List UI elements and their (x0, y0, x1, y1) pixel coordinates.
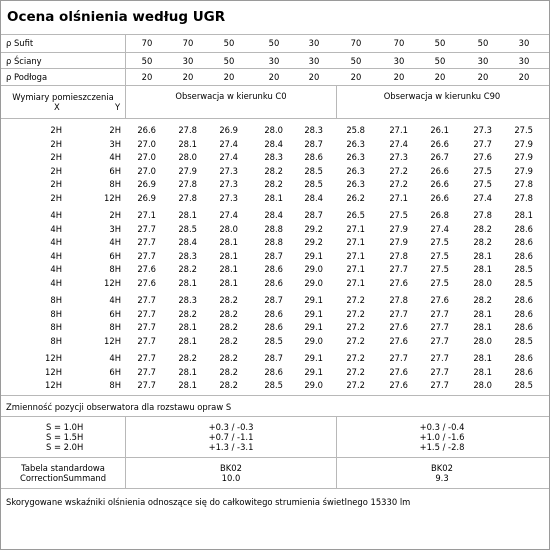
ugr-value: 28.5 (514, 380, 533, 390)
room-dimension-x: 4H (50, 277, 62, 288)
reflectance-value: 50 (477, 38, 489, 48)
ugr-value: 27.9 (514, 152, 533, 162)
c90-variation-value: +1.5 / -2.8 (419, 442, 465, 452)
room-dimension-y: 12H (104, 335, 121, 346)
ugr-value: 28.5 (514, 335, 533, 346)
ugr-value: 27.6 (430, 295, 449, 305)
column-divider (125, 416, 126, 488)
room-dimension-y: 3H (109, 223, 121, 234)
ugr-value: 27.3 (219, 192, 238, 203)
ugr-value: 28.6 (514, 223, 533, 234)
variation-title: Zmienność pozycji obserwatora dla rozstawu opraw S (6, 402, 232, 412)
rule (1, 34, 549, 35)
room-dimension-x: 4H (50, 264, 62, 274)
ugr-value: 26.6 (430, 138, 449, 149)
ugr-value: 27.4 (389, 138, 408, 149)
ugr-value: 27.8 (389, 295, 408, 305)
c0-variation-value: +0.7 / -1.1 (208, 432, 254, 442)
room-dimension-y: 8H (109, 179, 121, 189)
reflectance-value: 50 (141, 56, 153, 66)
room-dimension-x: 4H (50, 223, 62, 234)
ugr-value: 27.6 (389, 380, 408, 390)
ugr-value: 27.9 (389, 237, 408, 247)
reflectance-value: 70 (350, 38, 362, 48)
ugr-value: 26.3 (346, 179, 365, 189)
ugr-value: 27.1 (346, 250, 365, 261)
ugr-value: 27.2 (389, 165, 408, 176)
ugr-value: 27.7 (430, 380, 449, 390)
ugr-value: 25.8 (346, 125, 365, 135)
ugr-value: 28.2 (219, 366, 238, 377)
reflectance-value: 20 (223, 72, 235, 82)
ugr-value: 27.6 (389, 322, 408, 332)
ugr-value: 28.2 (219, 380, 238, 390)
ugr-value: 28.1 (473, 264, 492, 274)
reflectance-label: ρ Sufit (6, 38, 34, 48)
ugr-value: 27.8 (389, 250, 408, 261)
ugr-value: 27.9 (514, 138, 533, 149)
room-dimension-y: 4H (109, 152, 121, 162)
ugr-value: 29.0 (304, 380, 323, 390)
room-dimension-x: 2H (50, 152, 62, 162)
ugr-value: 28.6 (514, 295, 533, 305)
ugr-value: 29.1 (304, 353, 323, 363)
ugr-value: 28.8 (264, 237, 283, 247)
room-dimension-x: 4H (50, 237, 62, 247)
ugr-value: 28.4 (178, 237, 197, 247)
ugr-value: 27.6 (137, 277, 156, 288)
ugr-value: 27.5 (514, 125, 533, 135)
ugr-value: 28.6 (514, 308, 533, 319)
ugr-value: 28.2 (264, 179, 283, 189)
ugr-value: 27.2 (346, 322, 365, 332)
ugr-value: 27.7 (137, 250, 156, 261)
room-dimension-y: 2H (109, 125, 121, 135)
ugr-value: 27.1 (389, 125, 408, 135)
ugr-value: 29.1 (304, 366, 323, 377)
ugr-value: 28.5 (304, 165, 323, 176)
room-dimension-y: 6H (109, 366, 121, 377)
ugr-value: 28.1 (178, 366, 197, 377)
ugr-value: 27.6 (389, 335, 408, 346)
ugr-value: 27.6 (389, 366, 408, 377)
rule (1, 68, 549, 69)
reflectance-label: ρ Podłoga (6, 72, 48, 82)
rule (1, 85, 549, 86)
ugr-value: 28.2 (473, 223, 492, 234)
ugr-value: 28.6 (264, 277, 283, 288)
ugr-value: 27.4 (219, 210, 238, 220)
column-divider (125, 34, 126, 118)
column-divider (336, 85, 337, 118)
ugr-value: 27.7 (389, 353, 408, 363)
ugr-value: 28.6 (514, 366, 533, 377)
ugr-value: 28.8 (264, 223, 283, 234)
ugr-value: 27.1 (137, 210, 156, 220)
ugr-value: 29.0 (304, 277, 323, 288)
ugr-value: 28.5 (178, 223, 197, 234)
ugr-value: 27.9 (178, 165, 197, 176)
dimensions-x-label: X (54, 102, 60, 112)
ugr-value: 28.1 (178, 335, 197, 346)
ugr-value: 27.4 (219, 138, 238, 149)
ugr-value: 28.3 (264, 152, 283, 162)
room-dimension-y: 12H (104, 277, 121, 288)
ugr-value: 27.7 (430, 322, 449, 332)
ugr-value: 27.2 (346, 308, 365, 319)
spacing-label: S = 1.0H (46, 422, 84, 432)
ugr-value: 26.9 (137, 192, 156, 203)
rule (1, 457, 549, 458)
ugr-value: 27.7 (389, 264, 408, 274)
room-dimension-x: 2H (50, 192, 62, 203)
room-dimension-y: 6H (109, 250, 121, 261)
ugr-value: 26.5 (346, 210, 365, 220)
dimensions-title: Wymiary pomieszczenia (12, 92, 114, 102)
reflectance-value: 70 (393, 38, 405, 48)
ugr-value: 28.3 (178, 295, 197, 305)
reflectance-value: 50 (223, 38, 235, 48)
ugr-value: 28.7 (264, 295, 283, 305)
ugr-value: 28.6 (264, 322, 283, 332)
room-dimension-y: 4H (109, 353, 121, 363)
ugr-value: 27.3 (389, 152, 408, 162)
footer-note: Skorygowane wskaźniki olśnienia odnoszące się do całkowitego strumienia świetlnego 15330 lm (6, 497, 411, 507)
reflectance-value: 50 (268, 38, 280, 48)
room-dimension-x: 2H (50, 138, 62, 149)
ugr-value: 28.1 (178, 277, 197, 288)
ugr-value: 28.6 (304, 152, 323, 162)
ugr-value: 27.7 (137, 223, 156, 234)
ugr-value: 26.9 (137, 179, 156, 189)
ugr-value: 28.7 (264, 250, 283, 261)
correction-summand-label: CorrectionSummand (19, 473, 107, 483)
ugr-value: 28.1 (473, 250, 492, 261)
ugr-value: 27.3 (219, 179, 238, 189)
room-dimension-x: 2H (50, 165, 62, 176)
room-dimension-y: 8H (109, 380, 121, 390)
room-dimension-y: 3H (109, 138, 121, 149)
ugr-value: 27.5 (389, 210, 408, 220)
ugr-value: 27.7 (137, 353, 156, 363)
reflectance-value: 30 (308, 38, 320, 48)
room-dimension-x: 12H (45, 380, 62, 390)
reflectance-value: 30 (477, 56, 489, 66)
room-dimension-x: 8H (50, 295, 62, 305)
observation-c90-header: Obserwacja w kierunku C90 (383, 91, 501, 101)
reflectance-value: 30 (182, 56, 194, 66)
ugr-value: 27.2 (346, 380, 365, 390)
ugr-value: 28.7 (304, 138, 323, 149)
ugr-value: 27.7 (137, 380, 156, 390)
ugr-value: 28.1 (473, 308, 492, 319)
ugr-value: 28.1 (178, 138, 197, 149)
c90-variation-value: +0.3 / -0.4 (419, 422, 465, 432)
ugr-value: 28.0 (219, 223, 238, 234)
ugr-value: 27.2 (389, 179, 408, 189)
ugr-value: 27.7 (430, 366, 449, 377)
ugr-value: 27.7 (473, 138, 492, 149)
reflectance-value: 20 (518, 72, 530, 82)
c90-correction-summand: 9.3 (435, 473, 449, 483)
ugr-value: 28.7 (264, 353, 283, 363)
ugr-value: 27.5 (430, 237, 449, 247)
ugr-value: 27.2 (346, 353, 365, 363)
ugr-value: 28.1 (178, 380, 197, 390)
c0-variation-value: +1.3 / -3.1 (208, 442, 254, 452)
ugr-value: 28.2 (219, 308, 238, 319)
reflectance-value: 20 (141, 72, 153, 82)
page-title: Ocena olśnienia według UGR (7, 9, 226, 25)
ugr-value: 28.3 (178, 250, 197, 261)
ugr-value: 28.3 (304, 125, 323, 135)
ugr-value: 27.2 (346, 335, 365, 346)
room-dimension-y: 12H (104, 192, 121, 203)
ugr-value: 26.9 (219, 125, 238, 135)
c90-variation-value: +1.0 / -1.6 (419, 432, 465, 442)
ugr-value: 27.3 (473, 125, 492, 135)
ugr-value: 27.7 (389, 308, 408, 319)
c0-correction-summand: 10.0 (221, 473, 241, 483)
reflectance-value: 70 (182, 38, 194, 48)
ugr-value: 27.7 (430, 335, 449, 346)
reflectance-value: 20 (434, 72, 446, 82)
ugr-value: 28.4 (304, 192, 323, 203)
ugr-value: 28.0 (264, 125, 283, 135)
rule (1, 488, 549, 489)
ugr-value: 28.5 (514, 277, 533, 288)
ugr-value: 28.1 (219, 264, 238, 274)
room-dimension-y: 4H (109, 237, 121, 247)
reflectance-value: 30 (268, 56, 280, 66)
ugr-value: 29.1 (304, 322, 323, 332)
ugr-value: 26.3 (346, 138, 365, 149)
ugr-value: 26.6 (430, 179, 449, 189)
ugr-value: 26.6 (137, 125, 156, 135)
ugr-value: 27.5 (430, 277, 449, 288)
reflectance-value: 30 (308, 56, 320, 66)
ugr-value: 27.7 (430, 353, 449, 363)
room-dimension-x: 8H (50, 335, 62, 346)
ugr-value: 28.6 (514, 250, 533, 261)
ugr-value: 26.6 (430, 192, 449, 203)
rule (1, 118, 549, 119)
reflectance-value: 20 (393, 72, 405, 82)
rule (1, 416, 549, 417)
ugr-value: 28.1 (473, 322, 492, 332)
reflectance-value: 20 (182, 72, 194, 82)
ugr-value: 26.8 (430, 210, 449, 220)
ugr-value: 27.4 (430, 223, 449, 234)
ugr-value: 27.6 (473, 152, 492, 162)
ugr-value: 28.4 (264, 138, 283, 149)
spacing-label: S = 1.5H (46, 432, 84, 442)
ugr-value: 26.6 (430, 165, 449, 176)
observation-c0-header: Obserwacja w kierunku C0 (175, 91, 287, 101)
ugr-value: 27.7 (137, 308, 156, 319)
ugr-value: 27.3 (219, 165, 238, 176)
ugr-value: 28.1 (473, 366, 492, 377)
reflectance-value: 50 (350, 56, 362, 66)
ugr-value: 27.7 (137, 366, 156, 377)
room-dimension-x: 8H (50, 308, 62, 319)
ugr-value: 28.0 (178, 152, 197, 162)
dimensions-y-label: Y (115, 102, 121, 112)
ugr-value: 29.0 (304, 264, 323, 274)
room-dimension-y: 6H (109, 165, 121, 176)
ugr-value: 29.0 (304, 335, 323, 346)
ugr-value: 27.0 (137, 138, 156, 149)
reflectance-value: 50 (223, 56, 235, 66)
reflectance-value: 50 (434, 56, 446, 66)
ugr-value: 28.2 (219, 295, 238, 305)
ugr-value: 28.5 (264, 335, 283, 346)
ugr-value: 27.0 (137, 152, 156, 162)
ugr-value: 27.9 (514, 165, 533, 176)
ugr-value: 26.3 (346, 152, 365, 162)
ugr-value: 27.8 (514, 192, 533, 203)
ugr-value: 28.0 (473, 277, 492, 288)
ugr-value: 27.8 (473, 210, 492, 220)
c90-standard-table: BK02 (431, 463, 453, 473)
ugr-value: 28.1 (473, 353, 492, 363)
ugr-value: 26.3 (346, 165, 365, 176)
standard-table-label: Tabela standardowa (21, 463, 105, 473)
c0-standard-table: BK02 (220, 463, 242, 473)
reflectance-label: ρ Ściany (6, 56, 42, 66)
ugr-value: 27.6 (389, 277, 408, 288)
ugr-value: 29.2 (304, 223, 323, 234)
ugr-value: 27.5 (430, 250, 449, 261)
room-dimension-y: 2H (109, 210, 121, 220)
ugr-value: 28.2 (219, 353, 238, 363)
ugr-value: 28.2 (178, 264, 197, 274)
reflectance-value: 20 (477, 72, 489, 82)
room-dimension-x: 2H (50, 125, 62, 135)
ugr-value: 28.0 (473, 380, 492, 390)
ugr-value: 28.6 (514, 237, 533, 247)
ugr-value: 27.8 (178, 192, 197, 203)
ugr-value: 27.5 (430, 264, 449, 274)
ugr-value: 28.6 (514, 353, 533, 363)
reflectance-value: 50 (434, 38, 446, 48)
ugr-value: 28.5 (264, 380, 283, 390)
reflectance-value: 70 (141, 38, 153, 48)
ugr-value: 28.7 (304, 210, 323, 220)
ugr-value: 27.1 (346, 223, 365, 234)
room-dimension-x: 12H (45, 366, 62, 377)
ugr-value: 27.9 (389, 223, 408, 234)
reflectance-value: 30 (393, 56, 405, 66)
ugr-value: 28.2 (473, 237, 492, 247)
ugr-value: 26.2 (346, 192, 365, 203)
spacing-label: S = 2.0H (46, 442, 84, 452)
ugr-value: 28.2 (219, 322, 238, 332)
ugr-value: 27.4 (473, 192, 492, 203)
ugr-value: 28.6 (264, 264, 283, 274)
ugr-value: 28.5 (304, 179, 323, 189)
ugr-value: 29.1 (304, 250, 323, 261)
ugr-value: 27.1 (346, 237, 365, 247)
ugr-value: 27.8 (514, 179, 533, 189)
ugr-value: 27.1 (346, 277, 365, 288)
ugr-value: 28.6 (514, 322, 533, 332)
ugr-value: 28.1 (264, 192, 283, 203)
ugr-value: 28.2 (178, 353, 197, 363)
ugr-value: 27.2 (346, 366, 365, 377)
ugr-value: 28.1 (178, 322, 197, 332)
ugr-value: 27.0 (137, 165, 156, 176)
room-dimension-y: 8H (109, 264, 121, 274)
ugr-value: 27.7 (430, 308, 449, 319)
ugr-value: 26.1 (430, 125, 449, 135)
reflectance-value: 30 (518, 38, 530, 48)
ugr-value: 27.6 (137, 264, 156, 274)
ugr-value: 28.6 (264, 366, 283, 377)
room-dimension-x: 4H (50, 250, 62, 261)
room-dimension-y: 4H (109, 295, 121, 305)
ugr-value: 27.2 (346, 295, 365, 305)
ugr-value: 27.5 (473, 165, 492, 176)
room-dimension-x: 12H (45, 353, 62, 363)
ugr-value: 27.8 (178, 125, 197, 135)
ugr-value: 28.2 (473, 295, 492, 305)
ugr-value: 28.1 (219, 277, 238, 288)
ugr-value: 28.0 (473, 335, 492, 346)
room-dimension-x: 2H (50, 179, 62, 189)
ugr-value: 28.2 (264, 165, 283, 176)
ugr-value: 28.1 (219, 250, 238, 261)
reflectance-value: 20 (308, 72, 320, 82)
room-dimension-y: 8H (109, 322, 121, 332)
ugr-value: 27.7 (137, 237, 156, 247)
ugr-value: 28.1 (178, 210, 197, 220)
ugr-value: 27.7 (137, 335, 156, 346)
ugr-value: 28.6 (264, 308, 283, 319)
ugr-value: 27.8 (178, 179, 197, 189)
ugr-value: 27.1 (389, 192, 408, 203)
ugr-value: 27.5 (473, 179, 492, 189)
ugr-value: 29.1 (304, 295, 323, 305)
c0-variation-value: +0.3 / -0.3 (208, 422, 254, 432)
ugr-value: 28.1 (219, 237, 238, 247)
ugr-value: 28.1 (514, 210, 533, 220)
ugr-value: 28.2 (219, 335, 238, 346)
ugr-value: 26.7 (430, 152, 449, 162)
ugr-value: 28.2 (178, 308, 197, 319)
room-dimension-x: 8H (50, 322, 62, 332)
ugr-value: 28.5 (514, 264, 533, 274)
reflectance-value: 20 (350, 72, 362, 82)
ugr-value: 29.2 (304, 237, 323, 247)
ugr-value: 27.7 (137, 295, 156, 305)
ugr-value: 29.1 (304, 308, 323, 319)
room-dimension-x: 4H (50, 210, 62, 220)
column-divider (336, 416, 337, 488)
ugr-value: 27.1 (346, 264, 365, 274)
rule (1, 52, 549, 53)
rule (1, 395, 549, 396)
room-dimension-y: 6H (109, 308, 121, 319)
reflectance-value: 20 (268, 72, 280, 82)
ugr-value: 28.4 (264, 210, 283, 220)
ugr-value: 27.7 (137, 322, 156, 332)
reflectance-value: 30 (518, 56, 530, 66)
ugr-value: 27.4 (219, 152, 238, 162)
